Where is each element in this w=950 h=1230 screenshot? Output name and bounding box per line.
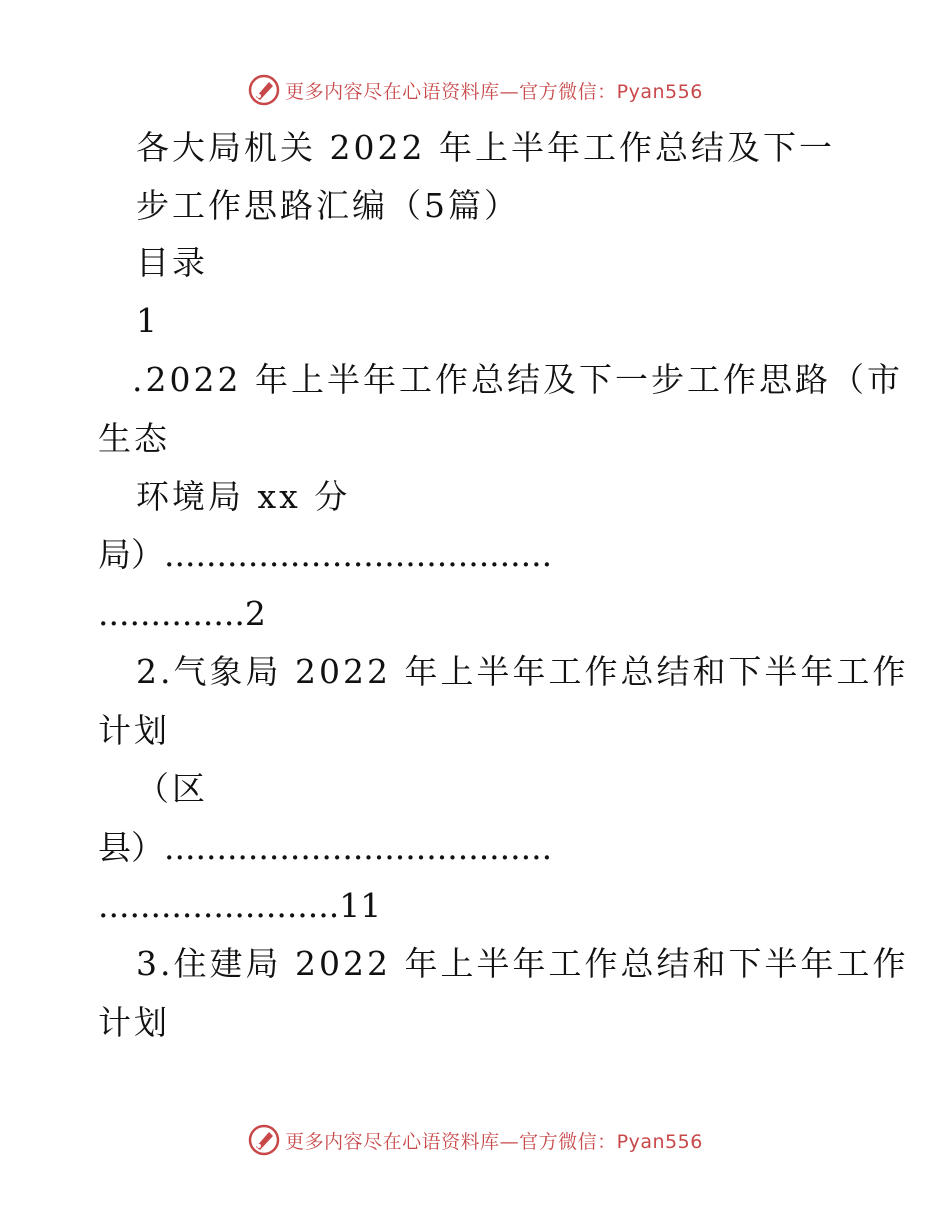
toc-heading: 目录 (136, 243, 208, 282)
toc-item-1-line-3: 环境局 xx 分 (136, 477, 351, 516)
pen-logo-icon (247, 73, 281, 107)
toc-item-3-line-2: 计划 (98, 1003, 170, 1042)
doc-title-line-2: 步工作思路汇编（5篇） (136, 186, 520, 225)
toc-item-2-line-3: （区 (136, 769, 208, 808)
watermark-text: 更多内容尽在心语资料库—官方微信：Pyan556 (285, 80, 703, 103)
wechat-id: Pyan556 (616, 80, 703, 103)
toc-item-2-line-1: 2.气象局 2022 年上半年工作总结和下半年工作 (136, 652, 909, 691)
watermark-banner-bottom (0, 1120, 950, 1160)
toc-item-2-page: .......................11 (98, 886, 382, 925)
pen-logo-icon (247, 1123, 281, 1157)
toc-item-1-line-4: 局）..................................... (98, 535, 553, 574)
toc-item-1-number: 1 (136, 301, 160, 340)
toc-item-3-line-1: 3.住建局 2022 年上半年工作总结和下半年工作 (136, 944, 909, 983)
toc-item-2-line-2: 计划 (98, 711, 170, 750)
watermark-text: 更多内容尽在心语资料库—官方微信：Pyan556 (285, 1130, 703, 1153)
doc-title-line-1: 各大局机关 2022 年上半年工作总结及下一 (136, 128, 835, 167)
toc-item-2-line-4: 县）..................................... (98, 828, 553, 867)
toc-item-1-page: ..............2 (98, 594, 266, 633)
toc-item-1-line-2: 生态 (98, 419, 170, 458)
toc-item-1-line-1: .2022 年上半年工作总结及下一步工作思路（市 (132, 360, 903, 399)
wechat-id: Pyan556 (616, 1130, 703, 1153)
watermark-banner-top (0, 70, 950, 110)
